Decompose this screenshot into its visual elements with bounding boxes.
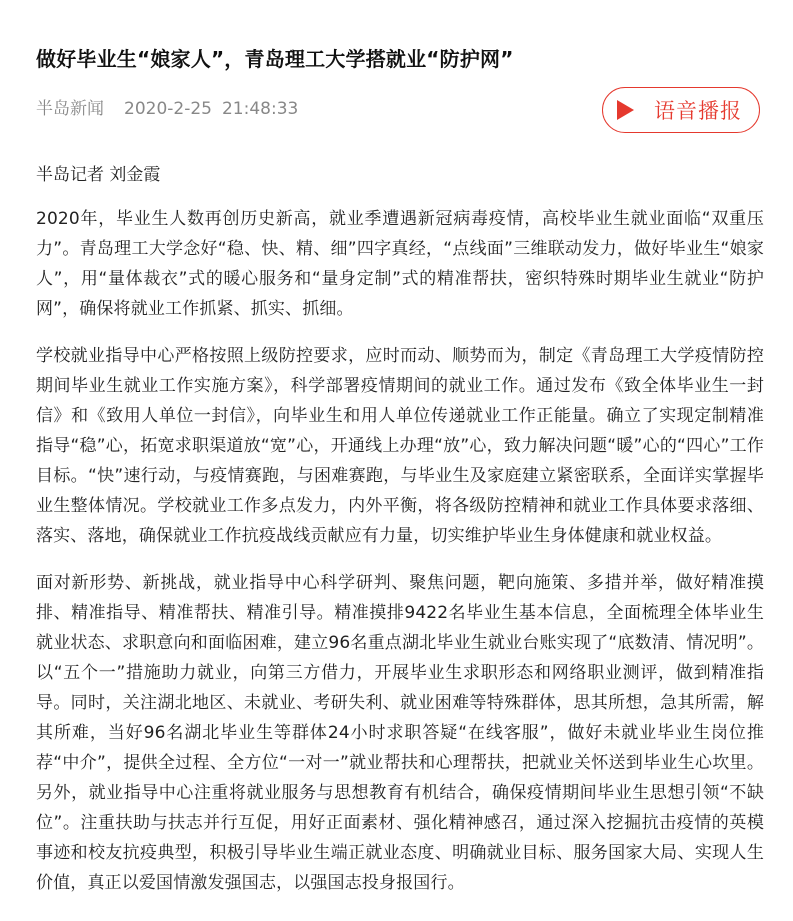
article-time: 21:48:33 <box>221 99 299 119</box>
article-paragraph: 2020年，毕业生人数再创历史新高，就业季遭遇新冠病毒疫情，高校毕业生就业面临“双重压力”。青岛理工大学念好“稳、快、精、细”四字真经，“点线面”三维联动发力，做好毕业生“娘家人”，用“量体裁衣”式的暖心服务和“量身定制”式的精准帮扶，密织特殊时期毕业生就业“防护网”，确保将就业工作抓紧、抓实、抓细。 <box>36 209 764 319</box>
play-icon <box>617 100 634 120</box>
article-paragraph: 面对新形势、新挑战，就业指导中心科学研判、聚焦问题，靶向施策、多措并举，做好精准摸排、精准指导、精准帮扶、精准引导。精准摸排9422名毕业生基本信息，全面梳理全体毕业生就业状态、求职意向和面临困难，建立96名重点湖北毕业生就业台账实现了“底数清、情况明”。以“五个一”措施助力就业，向第三方借力，开展毕业生求职形态和网络职业测评，做到精准指导。同时，关注湖北地区、未就业、考研失利、就业困难等特殊群体，思其所想，急其所需，解其所难，当好96名湖北毕业生等群体24小时求职答疑“在线客服”，做好未就业毕业生岗位推荐“中介”，提供全过程、全方位“一对一”就业帮扶和心理帮扶，把就业关怀送到毕业生心坎里。另外，就业指导中心注重将就业服务与思想教育有机结合，确保疫情期间毕业生思想引领“不缺位”。注重扶助与扶志并行互促，用好正面素材、强化精神感召，通过深入挖掘抗击疫情的英模事迹和校友抗疫典型，积极引导毕业生端正就业态度、明确就业目标、服务国家大局、实现人生价值，真正以爱国情激发强国志，以强国志投身报国行。 <box>36 573 764 893</box>
article-byline: 半岛记者 刘金霞 <box>36 165 161 185</box>
article-headline: 做好毕业生“娘家人”，青岛理工大学搭就业“防护网” <box>36 47 514 71</box>
audio-playback-button[interactable] <box>602 87 760 133</box>
article-meta <box>36 87 764 135</box>
article-date: 2020-2-25 <box>124 99 212 119</box>
article-source: 半岛新闻 <box>36 99 104 119</box>
meta-text <box>36 97 298 121</box>
article <box>36 0 764 898</box>
article-paragraph: 学校就业指导中心严格按照上级防控要求，应时而动、顺势而为，制定《青岛理工大学疫情防控期间毕业生就业工作实施方案》，科学部署疫情期间的就业工作。通过发布《致全体毕业生一封信》和《致用人单位一封信》，向毕业生和用人单位传递就业工作正能量。确立了实现定制精准指导“稳”心，拓宽求职渠道放“宽”心，开通线上办理“放”心，致力解决问题“暖”心的“四心”工作目标。“快”速行动，与疫情赛跑，与困难赛跑，与毕业生及家庭建立紧密联系，全面详实掌握毕业生整体情况。学校就业工作多点发力，内外平衡，将各级防控精神和就业工作具体要求落细、落实、落地，确保就业工作抗疫战线贡献应有力量，切实维护毕业生身体健康和就业权益。 <box>36 346 764 546</box>
audio-playback-label: 语音播报 <box>654 99 742 123</box>
